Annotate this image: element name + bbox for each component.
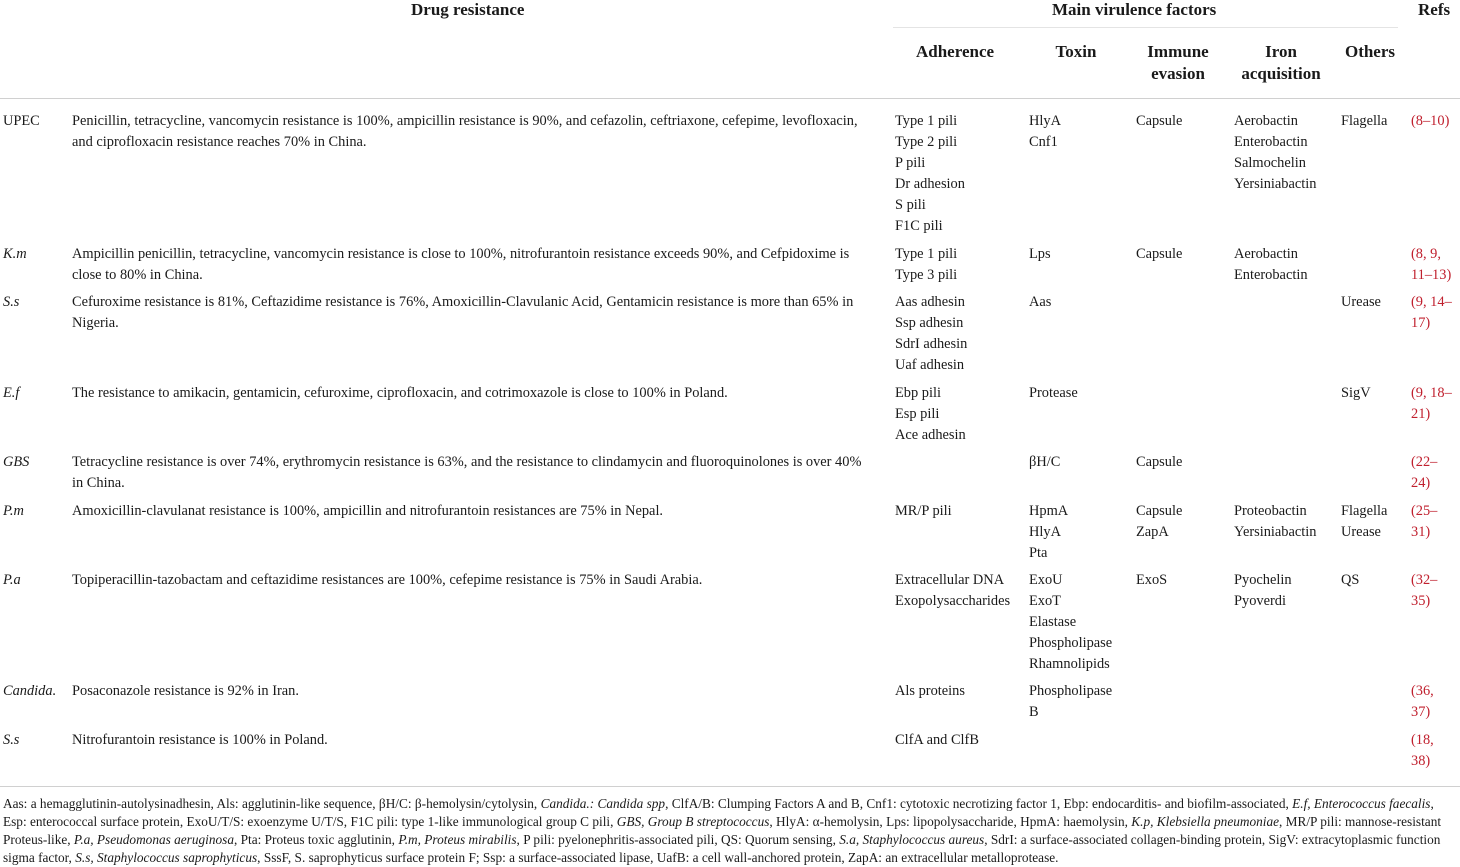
reference-link[interactable]: 21) [1411, 406, 1431, 422]
iron-acquisition-cell-line: Yersiniabactin [1234, 176, 1317, 192]
header-others: Others [1344, 42, 1396, 61]
adherence-cell-line: Type 2 pili [895, 134, 958, 150]
footnote-segment: , SssF, S. saprophyticus surface protein F; Ssp: a surface-associated lipase, UafB: a cell wall-anchored protein, ZapA: an extracellular metalloprotease. [257, 850, 1059, 865]
toxin-cell [1029, 501, 1134, 564]
toxin-cell [1029, 383, 1134, 404]
adherence-cell-line: P pili [895, 155, 926, 171]
toxin-cell-line: ExoT [1029, 593, 1061, 609]
immune-evasion-cell [1136, 570, 1232, 591]
adherence-cell-line: F1C pili [895, 218, 943, 234]
immune-evasion-cell-line: Capsule [1136, 113, 1183, 129]
organism-cell [3, 452, 69, 473]
refs-cell [1411, 681, 1457, 723]
reference-link[interactable]: 11–13) [1411, 267, 1452, 283]
reference-link[interactable]: (36, [1411, 683, 1434, 699]
footnote-segment: GBS, Group B streptococcus [616, 814, 770, 829]
header-subdivider [893, 27, 1398, 28]
refs-cell [1411, 292, 1457, 334]
adherence-cell-line: Dr adhesion [895, 176, 965, 192]
drug-resistance-cell [72, 681, 872, 702]
iron-acquisition-cell-line: Yersiniabactin [1234, 524, 1317, 540]
footnote-segment: S.s, Staphylococcus saprophyticus [75, 850, 258, 865]
others-cell-line: Urease [1341, 524, 1381, 540]
iron-acquisition-cell-line: Enterobactin [1234, 267, 1308, 283]
drug-resistance-cell [72, 452, 872, 494]
adherence-cell [895, 501, 1027, 522]
immune-evasion-cell [1136, 244, 1232, 265]
reference-link[interactable]: 31) [1411, 524, 1431, 540]
toxin-cell-line: Aas [1029, 294, 1052, 310]
toxin-cell-line: ExoU [1029, 572, 1063, 588]
others-cell [1341, 570, 1407, 591]
iron-acquisition-cell-line: Aerobactin [1234, 246, 1298, 262]
table-footnote [3, 795, 1458, 867]
toxin-cell-line: βH/C [1029, 454, 1061, 470]
header-main-virulence-factors: Main virulence factors [1052, 0, 1217, 19]
toxin-cell-line: Elastase [1029, 614, 1077, 630]
adherence-cell-line: Type 1 pili [895, 246, 958, 262]
header-immune-evasion [1136, 41, 1220, 85]
header-adherence: Adherence [915, 42, 995, 61]
footnote-segment: Candida.: Candida spp [540, 796, 666, 811]
others-cell-line: QS [1341, 572, 1360, 588]
drug-resistance-cell-line: Posaconazole resistance is 92% in Iran. [72, 683, 299, 699]
adherence-cell-line: Ace adhesin [895, 427, 966, 443]
refs-cell [1411, 383, 1457, 425]
footnote-segment: , Pta: Proteus toxic agglutinin, [233, 832, 399, 847]
adherence-cell [895, 730, 1027, 751]
adherence-cell [895, 570, 1027, 612]
adherence-cell-line: Esp pili [895, 406, 940, 422]
iron-acquisition-cell [1234, 244, 1339, 286]
reference-link[interactable]: (25– [1411, 503, 1438, 519]
immune-evasion-cell-line: Capsule [1136, 503, 1183, 519]
others-cell [1341, 292, 1407, 313]
footnote-segment: , P pili: pyelonephritis-associated pili, QS: Quorum sensing, [516, 832, 840, 847]
toxin-cell-line: B [1029, 704, 1039, 720]
toxin-cell [1029, 292, 1134, 313]
drug-resistance-cell-line: Tetracycline resistance is over 74%, erythromycin resistance is 63%, and the resistance to clindamycin and fluoroquinolones is over 40% in China. [72, 454, 862, 491]
reference-link[interactable]: 37) [1411, 704, 1431, 720]
organism-cell-line: P.m [3, 503, 24, 519]
organism-cell [3, 244, 69, 265]
toxin-cell-line: HlyA [1029, 113, 1061, 129]
footnote-segment: , SdrI: a surface-associated collagen-binding protein, SigV: extracytoplasmic function sigma factor, [3, 832, 1441, 865]
reference-link[interactable]: 38) [1411, 753, 1431, 769]
reference-link[interactable]: (9, 18– [1411, 385, 1452, 401]
drug-resistance-cell [72, 501, 872, 522]
toxin-cell-line: Protease [1029, 385, 1078, 401]
adherence-cell-line: MR/P pili [895, 503, 952, 519]
organism-cell [3, 730, 69, 751]
adherence-cell-line: Extracellular DNA [895, 572, 1005, 588]
footnote-segment: , MR/P pili: mannose-resistant Proteus-like, [3, 814, 1442, 847]
adherence-cell-line: Als proteins [895, 683, 965, 699]
toxin-cell-line: HpmA [1029, 503, 1069, 519]
iron-acquisition-cell-line: Proteobactin [1234, 503, 1307, 519]
drug-resistance-cell-line: Cefuroxime resistance is 81%, Ceftazidime resistance is 76%, Amoxicillin-Clavulanic Acid, Gentamicin resistance is more than 65% in Nigeria. [72, 294, 854, 331]
immune-evasion-cell [1136, 452, 1232, 473]
organism-cell [3, 501, 69, 522]
footnote-segment: , HlyA: α-hemolysin, Lps: lipopolysaccharide, HpmA: haemolysin, [769, 814, 1132, 829]
organism-cell-line: GBS [3, 454, 30, 470]
toxin-cell [1029, 244, 1134, 265]
others-cell-line: Urease [1341, 294, 1381, 310]
drug-resistance-cell [72, 570, 872, 591]
reference-link[interactable]: (32– [1411, 572, 1438, 588]
drug-resistance-cell-line: Nitrofurantoin resistance is 100% in Poland. [72, 732, 328, 748]
toxin-cell [1029, 570, 1134, 675]
organism-cell [3, 383, 69, 404]
drug-resistance-cell-line: The resistance to amikacin, gentamicin, cefuroxime, ciprofloxacin, and cotrimoxazole is close to 100% in Poland. [72, 385, 728, 401]
immune-evasion-cell-line: Capsule [1136, 454, 1183, 470]
immune-evasion-cell [1136, 111, 1232, 132]
refs-cell [1411, 501, 1457, 543]
organism-cell [3, 292, 69, 313]
immune-evasion-cell-line: ZapA [1136, 524, 1169, 540]
drug-resistance-cell [72, 244, 872, 286]
header-refs: Refs [1418, 0, 1451, 19]
adherence-cell-line: Ebp pili [895, 385, 941, 401]
header-divider [0, 98, 1460, 99]
adherence-cell-line: Uaf adhesin [895, 357, 965, 373]
footnote-segment: E.f, Enterococcus faecalis [1292, 796, 1431, 811]
reference-link[interactable]: 17) [1411, 315, 1431, 331]
header-iron-acquisition [1228, 41, 1334, 85]
reference-link[interactable]: (18, [1411, 732, 1434, 748]
iron-acquisition-cell-line: Pyoverdi [1234, 593, 1286, 609]
refs-cell [1411, 730, 1457, 772]
adherence-cell-line: Type 1 pili [895, 113, 958, 129]
header-drug-resistance: Drug resistance [411, 0, 525, 19]
adherence-cell-line: S pili [895, 197, 926, 213]
adherence-cell [895, 681, 1027, 702]
footer-divider [0, 786, 1460, 787]
reference-link[interactable]: 35) [1411, 593, 1431, 609]
footnote-segment: P.a, Pseudomonas aeruginosa [73, 832, 234, 847]
drug-resistance-cell [72, 730, 872, 751]
toxin-cell-line: Cnf1 [1029, 134, 1058, 150]
toxin-cell-line: Lps [1029, 246, 1051, 262]
iron-acquisition-cell [1234, 111, 1339, 195]
adherence-cell [895, 383, 1027, 446]
refs-cell [1411, 452, 1457, 494]
adherence-cell-line: Type 3 pili [895, 267, 958, 283]
drug-resistance-cell-line: Penicillin, tetracycline, vancomycin resistance is 100%, ampicillin resistance is 90%, and cefazolin, ceftriaxone, cefepime, levofloxacin, and ciprofloxacin resistance reaches 70% in China. [72, 113, 858, 150]
reference-link[interactable]: (9, 14– [1411, 294, 1452, 310]
adherence-cell [895, 292, 1027, 376]
reference-link[interactable]: (8–10) [1411, 113, 1450, 129]
footnote-segment: Aas: a hemagglutinin-autolysinadhesin, Als: agglutinin-like sequence, βH/C: β-hemolysin/cytolysin, [3, 796, 541, 811]
footnote-segment: K.p, Klebsiella pneumoniae [1131, 814, 1280, 829]
organism-cell-line: E.f [3, 385, 20, 401]
header-immune-line1: Immune [1147, 42, 1209, 61]
iron-acquisition-cell-line: Pyochelin [1234, 572, 1292, 588]
others-cell [1341, 501, 1407, 543]
reference-link[interactable]: (8, 9, [1411, 246, 1441, 262]
adherence-cell-line: SdrI adhesin [895, 336, 968, 352]
refs-cell [1411, 244, 1457, 286]
toxin-cell-line: Rhamnolipids [1029, 656, 1110, 672]
adherence-cell-line: Exopolysaccharides [895, 593, 1011, 609]
others-cell-line: Flagella [1341, 113, 1388, 129]
iron-acquisition-cell-line: Enterobactin [1234, 134, 1308, 150]
organism-cell-line: K.m [3, 246, 27, 262]
organism-cell-line: S.s [3, 732, 20, 748]
drug-resistance-cell [72, 111, 872, 153]
iron-acquisition-cell-line: Aerobactin [1234, 113, 1298, 129]
others-cell [1341, 383, 1407, 404]
header-immune-line2: evasion [1151, 64, 1205, 83]
organism-cell-line: P.a [3, 572, 21, 588]
iron-acquisition-cell [1234, 570, 1339, 612]
organism-cell [3, 681, 69, 702]
organism-cell [3, 111, 69, 132]
others-cell [1341, 111, 1407, 132]
toxin-cell-line: Phospholipase [1029, 635, 1113, 651]
toxin-cell-line: Pta [1029, 545, 1048, 561]
toxin-cell-line: Phospholipase [1029, 683, 1113, 699]
header-iron-line2: acquisition [1241, 64, 1321, 83]
iron-acquisition-cell-line: Salmochelin [1234, 155, 1306, 171]
drug-resistance-cell-line: Ampicillin penicillin, tetracycline, vancomycin resistance is close to 100%, nitrofurantoin resistance exceeds 90%, and Cefpidoxime is close to 80% in China. [72, 246, 850, 283]
reference-link[interactable]: 24) [1411, 475, 1431, 491]
footnote-segment: S.a, Staphylococcus aureus [839, 832, 985, 847]
drug-resistance-cell-line: Topiperacillin-tazobactam and ceftazidime resistances are 100%, cefepime resistance is 75% in Saudi Arabia. [72, 572, 703, 588]
drug-resistance-cell [72, 292, 872, 334]
organism-cell-line: S.s [3, 294, 20, 310]
adherence-cell-line: ClfA and ClfB [895, 732, 979, 748]
immune-evasion-cell [1136, 501, 1232, 543]
immune-evasion-cell-line: Capsule [1136, 246, 1183, 262]
footnote-segment: P.m, Proteus mirabilis [398, 832, 517, 847]
organism-cell [3, 570, 69, 591]
footnote-segment: , ClfA/B: Clumping Factors A and B, Cnf1: cytotoxic necrotizing factor 1, Ebp: endocarditis- and biofilm-associated, [665, 796, 1293, 811]
reference-link[interactable]: (22– [1411, 454, 1438, 470]
refs-cell [1411, 111, 1457, 132]
immune-evasion-cell-line: ExoS [1136, 572, 1168, 588]
toxin-cell-line: HlyA [1029, 524, 1061, 540]
adherence-cell-line: Aas adhesin [895, 294, 965, 310]
adherence-cell-line: Ssp adhesin [895, 315, 964, 331]
drug-resistance-cell [72, 383, 872, 404]
organism-cell-line: Candida. [3, 683, 57, 699]
organism-cell-line: UPEC [3, 113, 40, 129]
toxin-cell [1029, 452, 1134, 473]
header-toxin: Toxin [1055, 42, 1097, 61]
toxin-cell [1029, 111, 1134, 153]
footnote-segment: , Esp: enterococcal surface protein, ExoU/T/S: exoenzyme U/T/S, F1C pili: type 1-like immunological group C pili, [3, 796, 1434, 829]
header-iron-line1: Iron [1265, 42, 1297, 61]
toxin-cell [1029, 681, 1134, 723]
others-cell-line: Flagella [1341, 503, 1388, 519]
drug-resistance-cell-line: Amoxicillin-clavulanat resistance is 100%, ampicillin and nitrofurantoin resistances are 75% in Nepal. [72, 503, 664, 519]
refs-cell [1411, 570, 1457, 612]
iron-acquisition-cell [1234, 501, 1339, 543]
others-cell-line: SigV [1341, 385, 1371, 401]
adherence-cell [895, 111, 1027, 237]
adherence-cell [895, 244, 1027, 286]
